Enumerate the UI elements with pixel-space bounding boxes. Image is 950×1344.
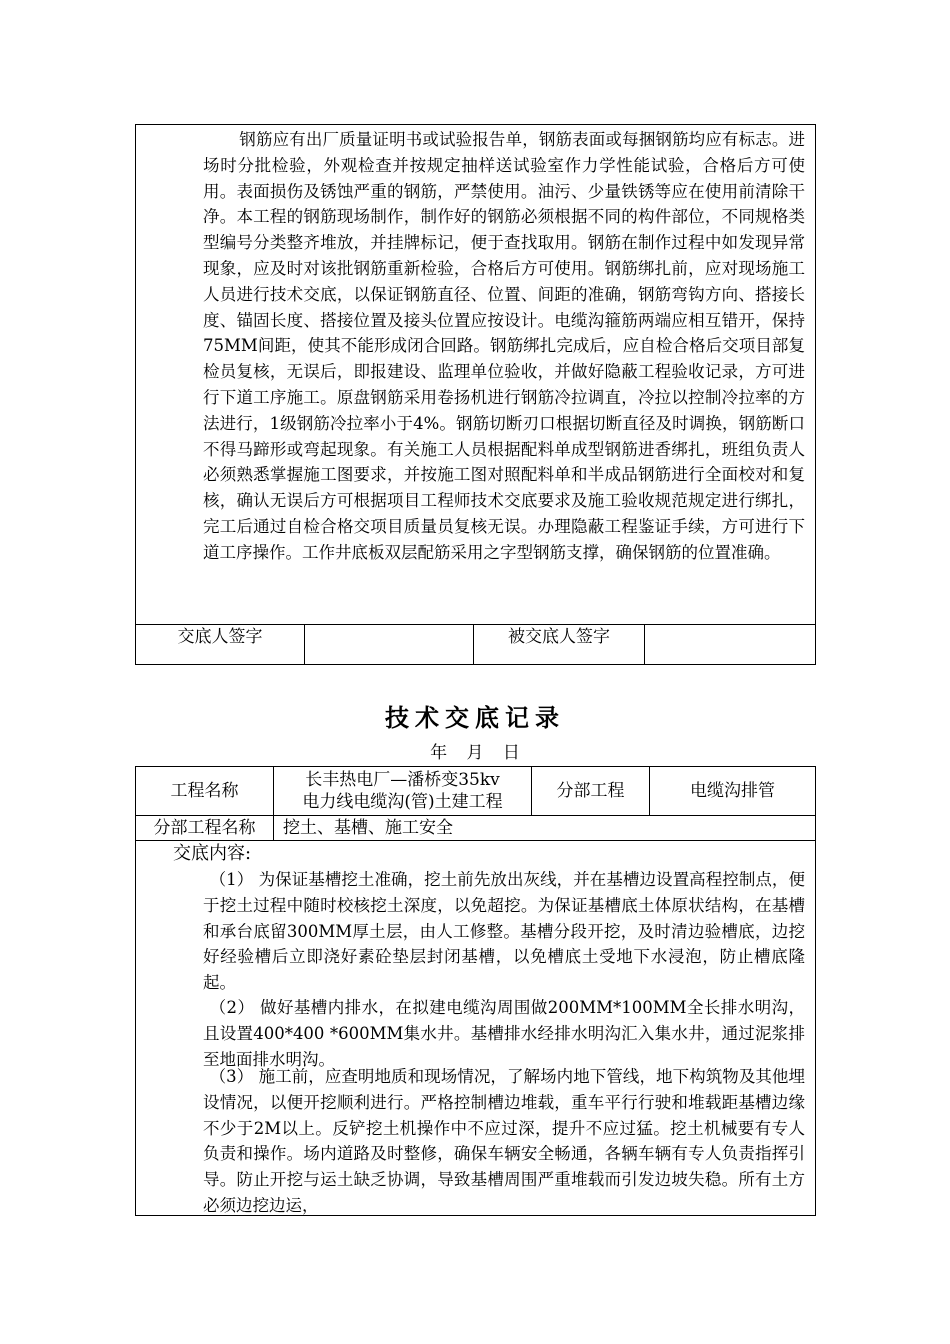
project-name-line-2: 电力线电缆沟(管)土建工程 [302,792,503,812]
sub-project-name-label: 分部工程名称 [153,818,256,838]
rebar-paragraph: 钢筋应有出厂质量证明书或试验报告单，钢筋表面或每捆钢筋均应有标志。进场时分批检验，外观检查并按规定抽样送试验室作力学性能试验，合格后方可使用。表面损伤及锈蚀严重的钢筋，严禁使用。油污、少量铁锈等应在使用前清除干净。本工程的钢筋现场制作，制作好的钢筋必须根据不同的构件部位，不同规格类型编号分类整齐堆放，并挂牌标记，便于查找取用。钢筋在制作过程中如发现异常现象，应及时对该批钢筋重新检验，合格后方可使用。钢筋绑扎前，应对现场施工人员进行技术交底，以保证钢筋直径、位置、间距的准确，钢筋弯钩方向、搭接长度、锚固长度、搭接位置及接头位置应按设计。电缆沟箍筋两端应相互错开，保持75MM间距，使其不能形成闭合回路。钢筋绑扎完成后，应自检合格后交项目部复检员复核，无误后，即报建设、监理单位验收，并做好隐蔽工程验收记录，方可进行下道工序施工。原盘钢筋采用卷扬机进行钢筋冷拉调直，冷拉以控制冷拉率的方法进行，1级钢筋冷拉率小于4%。钢筋切断刃口根据切断直径及时调换，钢筋断口不得马蹄形或弯起现象。有关施工人员根据配料单成型钢筋进香绑扎，班组负责人必须熟悉掌握施工图要求，并按施工图对照配料单和半成品钢筋进行全面校对和复核，确认无误后方可根据项目工程师技术交底要求及施工验收规范规定进行绑扎，完工后通过自检合格交项目质量员复核无误。办理隐蔽工程鉴证手续，方可进行下道工序操作。工作井底板双层配筋采用之字型钢筋支撑，确保钢筋的位置准确。 [203,130,805,562]
content-item-1: （1） 为保证基槽挖土准确，挖土前先放出灰线，并在基槽边设置高程控制点，便于挖土过程中随时校核挖土深度，以免超挖。为保证基槽底土体原状结构，在基槽和承台底留300MM厚土层，由人工修整。基槽分段开挖，及时清边验槽底，边挖好经验槽后立即浇好素砼垫层封闭基槽，以免槽底土受地下水浸泡，防止槽底隆起。 [203,870,805,993]
discloser-signature-field[interactable] [305,625,473,664]
sub-project-label: 分部工程 [556,781,625,801]
recipient-signature-field[interactable] [645,625,815,664]
recipient-signature-label: 被交底人签字 [508,627,610,647]
content-label: 交底内容: [173,843,252,864]
project-name-label: 工程名称 [170,781,239,801]
sub-project-name-value: 挖土、基槽、施工安全 [283,818,453,838]
content-item-2: （2） 做好基槽内排水，在拟建电缆沟周围做200MM*100MM全长排水明沟，且设置400*400 *600MM集水井。基槽排水经排水明沟汇入集水井，通过泥浆排至地面排水明沟。 [203,998,805,1069]
project-name-value [274,767,531,815]
sub-project-value: 电缆沟排管 [690,781,775,801]
discloser-signature-label: 交底人签字 [177,627,263,647]
record-date: 年 月 日 [430,743,520,763]
record-title: 技术交底记录 [385,703,565,732]
project-name-line-1: 长丰热电厂—潘桥变35kv [305,770,500,790]
content-item-3: （3） 施工前，应查明地质和现场情况，了解场内地下管线，地下构筑物及其他埋设情况，以便开挖顺利进行。严格控制槽边堆载，重车平行行驶和堆载距基槽边缘不少于2M以上。反铲挖土机操作中不应过深，提升不应过猛。挖土机械要有专人负责和操作。场内道路及时整修，确保车辆安全畅通，各辆车辆有专人负责指挥引导。防止开挖与运土缺乏协调，导致基槽周围严重堆载而引发边坡失稳。所有土方必须边挖边运， [203,1067,805,1215]
